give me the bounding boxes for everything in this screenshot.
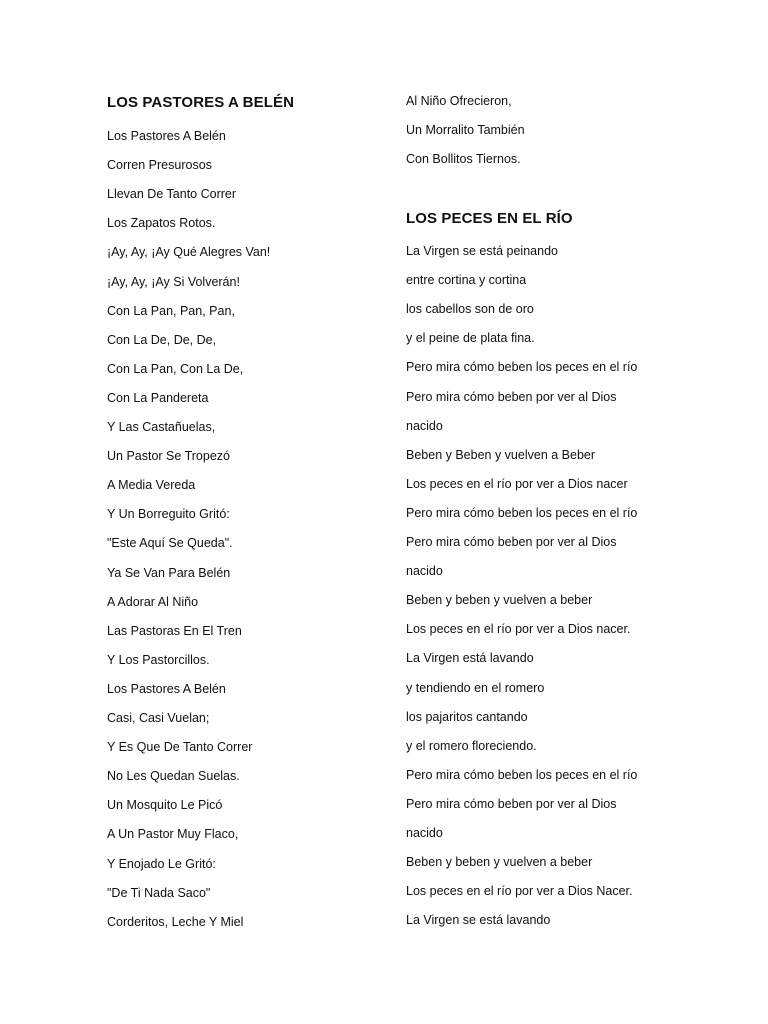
verse-line: A Adorar Al Niño — [107, 594, 199, 609]
verse-line: Corderitos, Leche Y Miel — [107, 914, 244, 929]
song-title-los-peces: LOS PECES EN EL RÍO — [406, 210, 573, 227]
verse-line: Pero mira cómo beben por ver al Dios — [406, 535, 617, 549]
verse-line: A Un Pastor Muy Flaco, — [107, 827, 239, 842]
song-title-los-pastores: LOS PASTORES A BELÉN — [107, 94, 295, 111]
verse-line: Pero mira cómo beben los peces en el río — [406, 767, 638, 782]
verse-line: Al Niño Ofrecieron, — [406, 94, 512, 108]
verse-line: nacido — [406, 564, 443, 579]
verse-line: Ya Se Van Para Belén — [107, 565, 231, 580]
verse-line: Con La Pan, Pan, Pan, — [107, 303, 235, 318]
verse-line: Con Bollitos Tiernos. — [406, 152, 521, 167]
verse-line: nacido — [406, 826, 443, 840]
verse-line: entre cortina y cortina — [406, 273, 527, 288]
verse-line: Pero mira cómo beben los peces en el río — [406, 360, 638, 375]
verse-line: A Media Vereda — [107, 478, 196, 493]
verse-line: "De Ti Nada Saco" — [107, 885, 211, 900]
verse-line: Con La De, De, De, — [107, 332, 217, 347]
verse-line: Y Los Pastorcillos. — [107, 652, 210, 667]
verse-line: Beben y beben y vuelven a beber — [406, 593, 593, 608]
verse-line: y el peine de plata fina. — [406, 331, 535, 346]
verse-line: Y Las Castañuelas, — [107, 420, 216, 434]
verse-line: Beben y Beben y vuelven a Beber — [406, 447, 596, 462]
verse-line: ¡Ay, Ay, ¡Ay Qué Alegres Van! — [107, 245, 271, 260]
verse-line: Pero mira cómo beben por ver al Dios — [406, 796, 617, 811]
verse-line: "Este Aquí Se Queda". — [107, 536, 233, 551]
verse-line: los pajaritos cantando — [406, 709, 528, 724]
verse-line: los cabellos son de oro — [406, 302, 534, 317]
verse-line: Pero mira cómo beben los peces en el río — [406, 505, 638, 520]
verse-line: y el romero floreciendo. — [406, 738, 537, 753]
verse-line: La Virgen se está peinando — [406, 244, 558, 258]
verse-line: Los peces en el río por ver a Dios nacer — [406, 476, 628, 491]
verse-line: Las Pastoras En El Tren — [107, 623, 242, 638]
verse-line: Los Zapatos Rotos. — [107, 216, 216, 231]
verse-line: Los peces en el río por ver a Dios nacer. — [406, 622, 631, 637]
verse-line: La Virgen está lavando — [406, 651, 534, 666]
verse-line: Beben y beben y vuelven a beber — [406, 855, 593, 870]
verse-line: Llevan De Tanto Correr — [107, 187, 237, 202]
verse-line: Los peces en el río por ver a Dios Nacer. — [406, 884, 633, 899]
verse-line: Con La Pandereta — [107, 390, 209, 405]
verse-line: No Les Quedan Suelas. — [107, 769, 240, 784]
verse-line: Y Es Que De Tanto Correr — [107, 740, 253, 755]
verse-line: Casi, Casi Vuelan; — [107, 711, 210, 725]
verse-line: Y Un Borreguito Gritó: — [107, 507, 230, 522]
verse-line: y tendiendo en el romero — [406, 680, 545, 695]
verse-line: Los Pastores A Belén — [107, 681, 226, 696]
verse-line: Pero mira cómo beben por ver al Dios — [406, 389, 617, 404]
verse-line: Los Pastores A Belén — [107, 129, 226, 143]
verse-line: nacido — [406, 418, 443, 433]
verse-line: Un Mosquito Le Picó — [107, 798, 223, 813]
verse-line: Y Enojado Le Gritó: — [107, 856, 216, 871]
verse-line: Corren Presurosos — [107, 158, 212, 173]
verse-line: La Virgen se está lavando — [406, 913, 551, 928]
verse-line: Un Pastor Se Tropezó — [107, 449, 230, 464]
verse-line: Con La Pan, Con La De, — [107, 361, 244, 376]
verse-line: Un Morralito También — [406, 123, 525, 138]
verse-line: ¡Ay, Ay, ¡Ay Si Volverán! — [107, 274, 240, 289]
